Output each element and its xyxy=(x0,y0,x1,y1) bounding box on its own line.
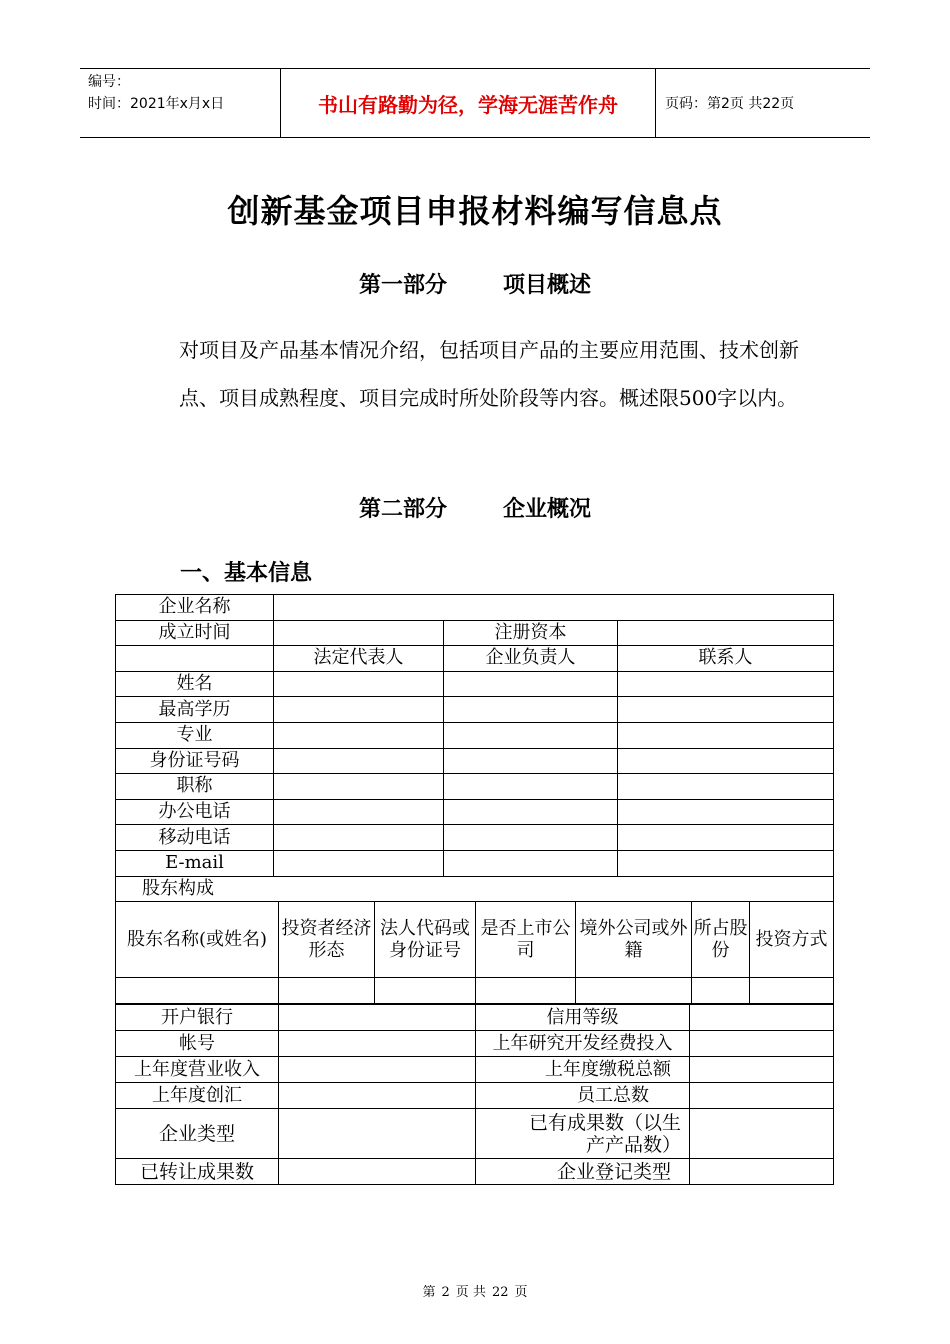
table-cell[interactable] xyxy=(444,799,618,825)
row-label: 上年度创汇 xyxy=(116,1083,279,1109)
table-cell[interactable] xyxy=(116,978,279,1004)
table-row xyxy=(116,1159,834,1185)
table-cell[interactable] xyxy=(576,978,692,1004)
finance-table xyxy=(115,1004,834,1185)
table-cell[interactable] xyxy=(274,748,444,774)
table-cell[interactable] xyxy=(618,850,834,876)
table-row xyxy=(116,697,834,723)
basic-info-table xyxy=(115,594,834,902)
row-label: 信用等级 xyxy=(476,1005,690,1031)
row-label: 上年度缴税总额 xyxy=(476,1057,690,1083)
table-cell[interactable] xyxy=(279,1109,476,1159)
table-row xyxy=(116,1083,834,1109)
table-cell[interactable] xyxy=(690,1083,834,1109)
table-cell[interactable] xyxy=(444,722,618,748)
col-company-head: 企业负责人 xyxy=(444,646,618,672)
table-cell[interactable] xyxy=(444,697,618,723)
table-cell[interactable] xyxy=(476,978,576,1004)
footer-total: 22 xyxy=(491,1285,509,1300)
col-legal-rep: 法定代表人 xyxy=(274,646,444,672)
table-cell[interactable] xyxy=(444,748,618,774)
table-row xyxy=(116,825,834,851)
table-cell[interactable] xyxy=(274,850,444,876)
table-cell[interactable] xyxy=(618,697,834,723)
table-cell[interactable] xyxy=(618,799,834,825)
table-cell[interactable] xyxy=(274,671,444,697)
part2-number: 第二部分 xyxy=(358,497,447,522)
table-cell[interactable] xyxy=(274,697,444,723)
table-cell[interactable] xyxy=(279,1159,476,1185)
row-label: 已转让成果数 xyxy=(116,1159,279,1185)
table-cell[interactable] xyxy=(692,978,750,1004)
table-cell[interactable] xyxy=(375,978,476,1004)
col-contact: 联系人 xyxy=(618,646,834,672)
table-row xyxy=(116,978,834,1004)
row-label: 企业类型 xyxy=(116,1109,279,1159)
table-cell[interactable] xyxy=(279,1005,476,1031)
table-cell[interactable] xyxy=(618,748,834,774)
company-name-value[interactable] xyxy=(274,595,834,621)
founded-value[interactable] xyxy=(274,620,444,646)
part1-number: 第一部分 xyxy=(358,273,447,298)
table-row xyxy=(116,748,834,774)
table-cell[interactable] xyxy=(690,1159,834,1185)
table-cell[interactable] xyxy=(690,1109,834,1159)
table-cell[interactable] xyxy=(618,774,834,800)
page-header xyxy=(80,68,870,138)
part1-text: 对项目及产品基本情况介绍，包括项目产品的主要应用范围、技术创新点、项目成熟程度、项目完成时所处阶段等内容。概述限500字以内。 xyxy=(179,338,799,410)
shareholders-table xyxy=(115,901,834,1004)
time-label: 时间：2021年x月x日 xyxy=(88,96,225,112)
table-cell[interactable] xyxy=(279,978,375,1004)
table-cell[interactable] xyxy=(274,799,444,825)
row-label: 办公电话 xyxy=(116,799,274,825)
founded-label: 成立时间 xyxy=(116,620,274,646)
table-cell[interactable] xyxy=(274,825,444,851)
header-meta xyxy=(80,69,280,137)
col-share: 所占股份 xyxy=(692,902,750,978)
table-cell[interactable] xyxy=(750,978,834,1004)
col-listed: 是否上市公司 xyxy=(476,902,576,978)
code-label: 编号： xyxy=(88,74,130,90)
table-cell[interactable] xyxy=(690,1005,834,1031)
table-cell[interactable] xyxy=(618,671,834,697)
row-label: 身份证号码 xyxy=(116,748,274,774)
col-invest-method: 投资方式 xyxy=(750,902,834,978)
footer-page: 2 xyxy=(441,1285,450,1300)
shareholders-label: 股东构成 xyxy=(116,876,834,902)
table-row xyxy=(116,1057,834,1083)
col-shareholder-name: 股东名称(或姓名) xyxy=(116,902,279,978)
header-blank-cell xyxy=(116,646,274,672)
table-cell[interactable] xyxy=(618,722,834,748)
row-label: 企业登记类型 xyxy=(476,1159,690,1185)
table-row xyxy=(116,1031,834,1057)
footer-suffix: 页 xyxy=(514,1285,528,1300)
row-label: 帐号 xyxy=(116,1031,279,1057)
document-title: 创新基金项目申报材料编写信息点 xyxy=(227,192,723,230)
row-label: E-mail xyxy=(116,850,274,876)
table-cell[interactable] xyxy=(690,1031,834,1057)
table-cell[interactable] xyxy=(444,671,618,697)
table-row xyxy=(116,799,834,825)
col-investor-type: 投资者经济形态 xyxy=(279,902,375,978)
row-label: 最高学历 xyxy=(116,697,274,723)
header-page-info: 页码：第2页 共22页 xyxy=(665,96,795,112)
row-label: 已有成果数（以生产产品数） xyxy=(476,1109,690,1159)
row-label: 员工总数 xyxy=(476,1083,690,1109)
part1-paragraph xyxy=(137,326,817,422)
reg-capital-label: 注册资本 xyxy=(444,620,618,646)
table-row xyxy=(116,722,834,748)
col-foreign: 境外公司或外籍 xyxy=(576,902,692,978)
table-cell[interactable] xyxy=(279,1031,476,1057)
footer-mid: 页 共 xyxy=(455,1285,486,1300)
table-row xyxy=(116,1109,834,1159)
part1-name: 项目概述 xyxy=(503,273,592,298)
row-label: 专业 xyxy=(116,722,274,748)
table-cell[interactable] xyxy=(444,825,618,851)
row-label: 上年研究开发经费投入 xyxy=(476,1031,690,1057)
table-cell[interactable] xyxy=(274,774,444,800)
footer-prefix: 第 xyxy=(422,1285,436,1300)
part2-name: 企业概况 xyxy=(503,497,592,522)
table-cell[interactable] xyxy=(279,1083,476,1109)
table-cell[interactable] xyxy=(274,722,444,748)
table-row xyxy=(116,1005,834,1031)
table-cell[interactable] xyxy=(444,850,618,876)
header-motto: 书山有路勤为径，学海无涯苦作舟 xyxy=(280,69,656,137)
table-cell[interactable] xyxy=(279,1057,476,1083)
reg-capital-value[interactable] xyxy=(618,620,834,646)
part1-heading xyxy=(0,268,950,299)
table-row xyxy=(116,850,834,876)
company-name-label: 企业名称 xyxy=(116,595,274,621)
row-label: 职称 xyxy=(116,774,274,800)
table-cell[interactable] xyxy=(690,1057,834,1083)
page-footer xyxy=(0,1281,950,1300)
table-cell[interactable] xyxy=(444,774,618,800)
row-label: 移动电话 xyxy=(116,825,274,851)
row-label: 上年度营业收入 xyxy=(116,1057,279,1083)
table-row xyxy=(116,671,834,697)
section-basic-info: 一、基本信息 xyxy=(180,561,313,586)
row-label: 姓名 xyxy=(116,671,274,697)
col-legal-code: 法人代码或身份证号 xyxy=(375,902,476,978)
part2-heading xyxy=(0,492,950,523)
row-label: 开户银行 xyxy=(116,1005,279,1031)
table-row xyxy=(116,774,834,800)
table-cell[interactable] xyxy=(618,825,834,851)
